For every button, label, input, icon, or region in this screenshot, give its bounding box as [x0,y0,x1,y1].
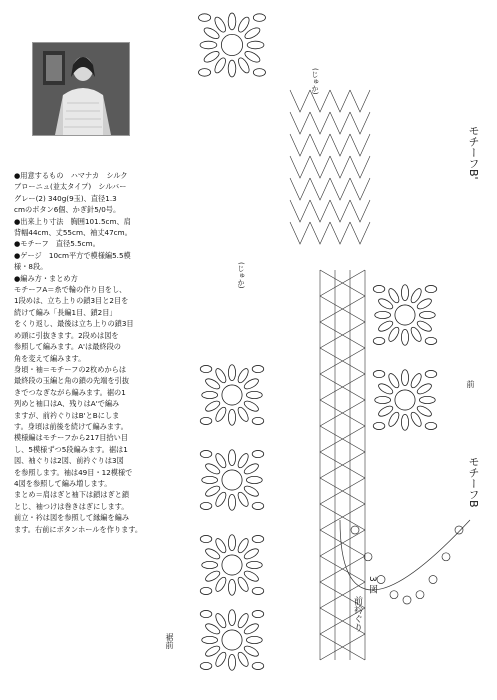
text-line: モチーフA＝糸で輪の作り目をし、 [14,285,127,295]
text-line: グレー(2) 340g(9玉)、直径1.3 [14,193,117,203]
motif-b-label: モチーフB [467,456,480,508]
mesh-lattice [290,90,370,660]
crochet-motif [200,535,263,595]
crochet-motif [200,450,263,510]
crochet-motif [200,610,263,670]
text-line: 図、袖ぐりは2図、前衿ぐりは3図 [14,456,124,466]
text-line: め頭に引抜きます。2段めは図を [14,330,119,340]
text-line: 角を変えて編みます。 [14,353,86,363]
text-line: 最終段の玉編と角の鎖の先端を引抜 [14,376,130,386]
text-line: 身頃・袖＝モチーフの2枚めからは [14,364,127,374]
text-line: 続けて編み「長編1目、鎖2目」 [14,307,117,317]
model-photo [32,42,130,136]
text-line: 模様編はモチーフから217目拾い目 [14,433,128,443]
text-line: ●用意するもの ハマナカ シルク [14,171,128,180]
hem-front-label: 裾前 [165,633,174,649]
motif-b-prime-label: モチーフB' [467,125,480,180]
front-neckline-label: 前衿ぐり [352,596,362,632]
text-line: ●出来上り寸法 胸囲101.5cm、肩 [14,216,131,226]
crochet-motif [200,365,263,425]
text-line: 背幅44cm、丈55cm、袖丈47cm。 [14,228,132,238]
text-line: まとめ＝肩はぎと袖下は鎖はぎと鎖 [14,490,130,500]
text-line: とじ、袖つけは巻きはぎにします。 [14,501,129,511]
text-line: 前立・衿は図を参照して縁編を編み [14,513,130,523]
text-line: きでつなぎながら編みます。裾の1 [14,387,126,397]
text-line: ますが、前衿ぐりはB'とBにしま [14,410,120,420]
chain-count-label-2: (じゅか) [237,262,245,289]
text-line: 4図を参照して編み増します。 [14,478,112,488]
crochet-motif [373,370,436,430]
crochet-pattern-diagram [140,0,497,700]
text-line: 参照して編みます。A'は最終段の [14,342,121,352]
front-label: 前 [466,380,475,388]
text-line: をくり返し、最後は立ち上りの鎖3目 [14,319,134,329]
text-line: ●モチーフ 直径5.5cm。 [14,239,100,249]
text-line: 列めと袖口はA、残りはA'で編み [14,399,120,409]
figure-3-label: 3 図 [367,576,377,594]
text-line: ます。右前にボタンホールを作ります。 [14,524,143,534]
text-line: を参照します。袖は49目・12模様で [14,467,133,477]
text-line: ●ゲージ 10cm平方で模様編5.5模 [14,250,131,260]
crochet-motif [199,13,266,77]
chain-count-label: (じゅか) [311,68,319,95]
text-line: cmのボタン6個、かぎ針5/0号。 [14,205,121,215]
text-line: ブローニュ(並太タイプ) シルバー [14,182,127,192]
edging [340,520,470,604]
crochet-motif [373,285,436,345]
text-line: 1段めは、立ち上りの鎖3目と2目を [14,296,129,306]
text-line: 様・8段。 [14,262,48,272]
text-line: し、5模様ずつ5段編みます。裾は1 [14,444,128,454]
motif-group [199,13,437,670]
text-line: す。身頃は前後を続けて編みます。 [14,421,128,431]
text-line: ●編み方・まとめ方 [14,273,78,283]
